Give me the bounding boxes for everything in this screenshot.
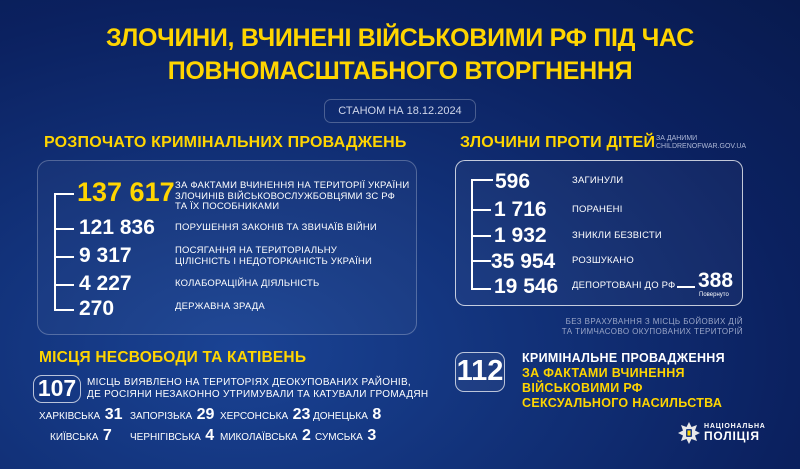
stat-value: 4 227 [79,272,132,295]
bracket-tick [54,256,74,258]
stat-label: ПОСЯГАННЯ НА ТЕРИТОРІАЛЬНУ ЦІЛІСНІСТЬ І НЕДОТОРКАНІСТЬ УКРАЇНИ [175,245,373,267]
stat-value: 121 836 [79,216,155,239]
stat-label: КОЛАБОРАЦІЙНА ДІЯЛЬНІСТЬ [175,278,320,289]
date-badge: СТАНОМ НА 18.12.2024 [324,99,476,123]
deported-value: 19 546 [494,275,559,298]
torture-heading: МІСЦЯ НЕСВОБОДИ ТА КАТІВЕНЬ [39,349,307,366]
connector-line [677,286,695,288]
sexual-count-badge: 112 [455,352,505,392]
region-item: СУМСЬКА 3 [315,427,377,444]
missing-value: 1 932 [494,224,547,247]
bracket-tick [471,288,491,290]
found-label: РОЗШУКАНО [572,255,634,266]
stat-label: ПОРУШЕННЯ ЗАКОНІВ ТА ЗВИЧАЇВ ВІЙНИ [175,222,377,233]
torture-count-badge: 107 [33,375,81,403]
page-title: ЗЛОЧИНИ, ВЧИНЕНІ ВІЙСЬКОВИМИ РФ ПІД ЧАС ПОВНОМАСШТАБНОГО ВТОРГНЕННЯ [106,24,694,85]
bracket-line [471,179,473,289]
criminal-heading: РОЗПОЧАТО КРИМІНАЛЬНИХ ПРОВАДЖЕНЬ [44,134,407,151]
region-item: ХЕРСОНСЬКА 23 [220,406,311,423]
children-heading: ЗЛОЧИНИ ПРОТИ ДІТЕЙ [460,134,656,151]
returned-value: 388 [698,269,734,292]
found-value: 35 954 [491,250,556,273]
wounded-label: ПОРАНЕНІ [572,204,623,215]
bracket-tick [54,228,74,230]
missing-label: ЗНИКЛИ БЕЗВІСТИ [572,230,662,241]
wounded-value: 1 716 [494,198,547,221]
deported-label: ДЕПОРТОВАНІ ДО РФ [572,280,676,291]
returned-label: Повернуто [699,292,729,298]
region-item: КИЇВСЬКА 7 [50,427,112,444]
bracket-line [54,193,56,310]
region-item: ХАРКІВСЬКА 31 [39,406,123,423]
footnote: БЕЗ ВРАХУВАННЯ З МІСЦЬ БОЙОВИХ ДІЙ ТА ТИМЧАСОВО ОКУПОВАНИХ ТЕРИТОРІЙ [561,317,743,336]
region-item: ЧЕРНІГІВСЬКА 4 [130,427,215,444]
police-logo-text: НАЦІОНАЛЬНА ПОЛІЦІЯ [704,423,766,443]
bracket-tick [471,209,491,211]
bracket-tick [471,235,491,237]
bracket-tick [54,284,74,286]
source-note: ЗА ДАНИМИ CHILDRENOFWAR.GOV.UA [656,135,747,150]
total-proceedings-value: 137 617 [77,177,175,207]
bracket-tick [54,309,74,311]
sexual-description: КРИМІНАЛЬНЕ ПРОВАДЖЕННЯ ЗА ФАКТАМИ ВЧИНЕННЯ ВІЙСЬКОВИМИ РФ СЕКСУАЛЬНОГО НАСИЛЬСТВА [522,351,725,410]
torture-description: МІСЦЬ ВИЯВЛЕНО НА ТЕРИТОРІЯХ ДЕОКУПОВАНИХ РАЙОНІВ, ДЕ РОСІЯНИ НЕЗАКОННО УТРИМУВАЛИ ТА КАТУВАЛИ ГРОМАДЯН [87,377,429,400]
stat-value: 270 [79,297,115,320]
police-star-icon [678,422,700,444]
bracket-tick [471,260,491,262]
killed-value: 596 [495,170,531,193]
region-item: ДОНЕЦЬКА 8 [313,406,382,423]
killed-label: ЗАГИНУЛИ [572,175,624,186]
region-item: ЗАПОРІЗЬКА 29 [130,406,215,423]
total-proceedings-label: ЗА ФАКТАМИ ВЧИНЕННЯ НА ТЕРИТОРІЇ УКРАЇНИ ЗЛОЧИНІВ ВІЙСЬКОВОСЛУЖБОВЦЯМИ ЗС РФ ТА ЇХ ПОСОБНИКАМИ [175,180,410,212]
bracket-tick [471,179,493,181]
region-item: МИКОЛАЇВСЬКА 2 [220,427,311,444]
stat-value: 9 317 [79,244,132,267]
stat-label: ДЕРЖАВНА ЗРАДА [175,301,265,312]
bracket-tick [54,193,74,195]
